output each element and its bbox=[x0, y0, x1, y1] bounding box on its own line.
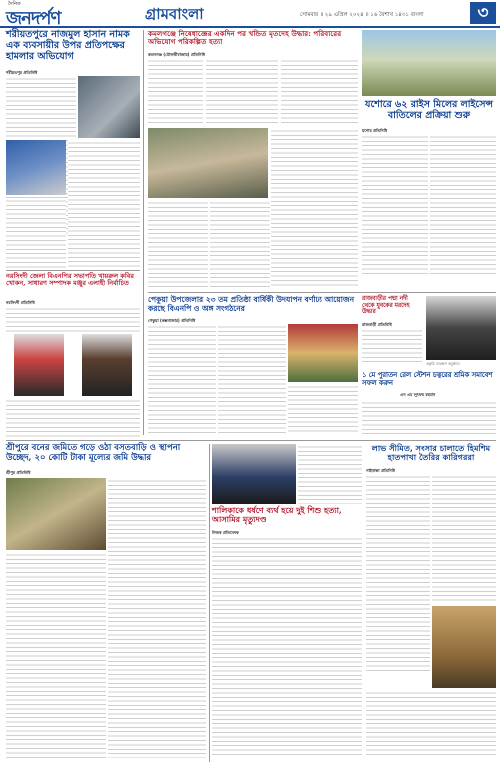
article-body-a10c bbox=[366, 690, 496, 758]
article-body-a1c bbox=[6, 198, 66, 268]
article-body-a2c bbox=[281, 58, 358, 126]
column-rule bbox=[209, 444, 210, 762]
article-body-a7 bbox=[362, 400, 496, 436]
byline-a3: যশোর প্রতিনিধি bbox=[362, 128, 388, 133]
byline-a1: শরীয়তপুর প্রতিনিধি bbox=[6, 70, 38, 75]
photo-a1-injured bbox=[6, 140, 66, 195]
byline-a5: নরসিংদী প্রতিনিধি bbox=[6, 300, 35, 305]
divider bbox=[148, 292, 496, 293]
article-body-a5 bbox=[6, 306, 140, 332]
article-body-a3 bbox=[362, 134, 428, 274]
article-body-a6 bbox=[362, 328, 422, 364]
photo-a10-fans bbox=[432, 606, 496, 688]
article-body-a8b bbox=[6, 552, 106, 758]
article-body-a2b bbox=[206, 58, 278, 126]
article-body-a9 bbox=[212, 536, 362, 758]
photo-caption-a7: প্রকৃতি সংরক্ষণ অনুষ্ঠানে bbox=[426, 362, 460, 366]
photo-a6 bbox=[426, 296, 496, 360]
photo-a8-demolition bbox=[6, 478, 106, 550]
newspaper-tag: দৈনিক bbox=[8, 1, 21, 7]
headline-a9: শালিকাকে ধর্ষণে ব্যর্থ হয়ে দুই শিশু হত্যা, আসামির মৃত্যুদণ্ড bbox=[212, 505, 342, 525]
headline-a10: লাভ সীমিত, সংসার চালাতে হিমশিম হাতপাখা তৈরির কারিগররা bbox=[371, 443, 491, 463]
article-body-a4 bbox=[148, 324, 216, 434]
section-title: গ্রামবাংলা bbox=[145, 5, 204, 23]
photo-a5-secretary bbox=[82, 334, 132, 396]
headline-a2: কমলগঞ্জে নিষেধাজ্ঞের একদিন পর খন্ডিত মৃতদেহ উদ্ধার: পরিবারের অভিযোগ পরিকল্পিত হত্যা bbox=[148, 29, 342, 47]
article-body-a3b bbox=[430, 134, 496, 274]
article-body-a2e bbox=[210, 200, 270, 288]
headline-a1: শরীয়তপুরে নাজমুল হাসান নামক এক ব্যবসায়ীর উপর প্রতিপক্ষের হামলার অভিযোগ bbox=[6, 29, 130, 62]
headline-a4: পেকুয়া উপজেলার ২৩ তম প্রতিষ্ঠা বার্ষিকী উদযাপন বর্ণাঢ্য আয়োজন করছে বিএনপি ও অঙ্গ সংগঠনের bbox=[148, 295, 355, 313]
photo-a4-rally bbox=[288, 324, 358, 382]
column-rule bbox=[143, 30, 144, 435]
headline-a5: নরসিংদী জেলা বিএনপির সভাপতি খায়রুল কবির খোকন, সাধারণ সম্পাদক মঞ্জুর এলাহী নির্বাচিত bbox=[6, 272, 134, 288]
byline-a9: নিজস্ব প্রতিবেদক bbox=[212, 530, 239, 535]
photo-a1 bbox=[78, 76, 140, 138]
article-body-a2d bbox=[148, 200, 208, 288]
byline-a2: কমলগঞ্জ (মৌলভীবাজার) প্রতিনিধি bbox=[148, 52, 205, 57]
article-body-a10 bbox=[366, 474, 430, 674]
article-body-a2 bbox=[148, 58, 203, 126]
newspaper-logo: জনদর্পণ bbox=[6, 8, 61, 29]
photo-a2-crowd bbox=[148, 128, 268, 198]
article-body-a10b bbox=[432, 474, 496, 604]
divider bbox=[6, 440, 496, 441]
article-body-a1b bbox=[68, 140, 140, 268]
photo-a5-president bbox=[14, 334, 64, 396]
article-body-a4c bbox=[288, 384, 358, 434]
article-body-a5b bbox=[6, 398, 140, 438]
divider bbox=[6, 270, 140, 271]
masthead bbox=[0, 0, 500, 28]
article-body-a2f bbox=[271, 128, 358, 288]
photo-a9-accused bbox=[212, 444, 296, 504]
byline-a10: গাইবান্ধা প্রতিনিধি bbox=[366, 468, 396, 473]
photo-a3-river bbox=[362, 30, 496, 96]
article-body-a8 bbox=[108, 478, 206, 758]
headline-a8: শ্রীপুরে বনের জমিতে গড়ে ওঠা বসতবাড়ি ও স্থাপনা উচ্ছেদ, ২০ কোটি টাকা মূল্যের জমি উদ্ধার bbox=[6, 443, 181, 463]
byline-a8: শ্রীপুর প্রতিনিধি bbox=[6, 470, 31, 475]
byline-a7: এস এম লুৎফর রহমান bbox=[400, 392, 436, 397]
dateline: সোমবার ॥ ২৯ এপ্রিল ২০২৪ ॥ ১৬ বৈশাখ ১৪৩১ বাংলা bbox=[300, 12, 424, 18]
byline-a6: রাজবাড়ী প্রতিনিধি bbox=[362, 322, 392, 327]
article-body-a9b bbox=[298, 444, 362, 504]
article-body-a4b bbox=[218, 324, 286, 434]
byline-a4: পেকুয়া (কক্সবাজার) প্রতিনিধি bbox=[148, 318, 196, 323]
page-number: ৩ bbox=[470, 2, 496, 24]
headline-a6: রাজবাড়ীর পদ্মা নদী থেকে যুবকের মরদেহ উদ্ধার bbox=[362, 296, 410, 316]
headline-a7: ১ মে পুরাতন রেল স্টেশন চত্বরের শ্রমিক সমাবেশ সফল করুন bbox=[362, 371, 493, 387]
headline-a3: যশোরে ৬২ রাইস মিলের লাইসেন্স বাতিলের প্রক্রিয়া শুরু bbox=[365, 99, 493, 121]
